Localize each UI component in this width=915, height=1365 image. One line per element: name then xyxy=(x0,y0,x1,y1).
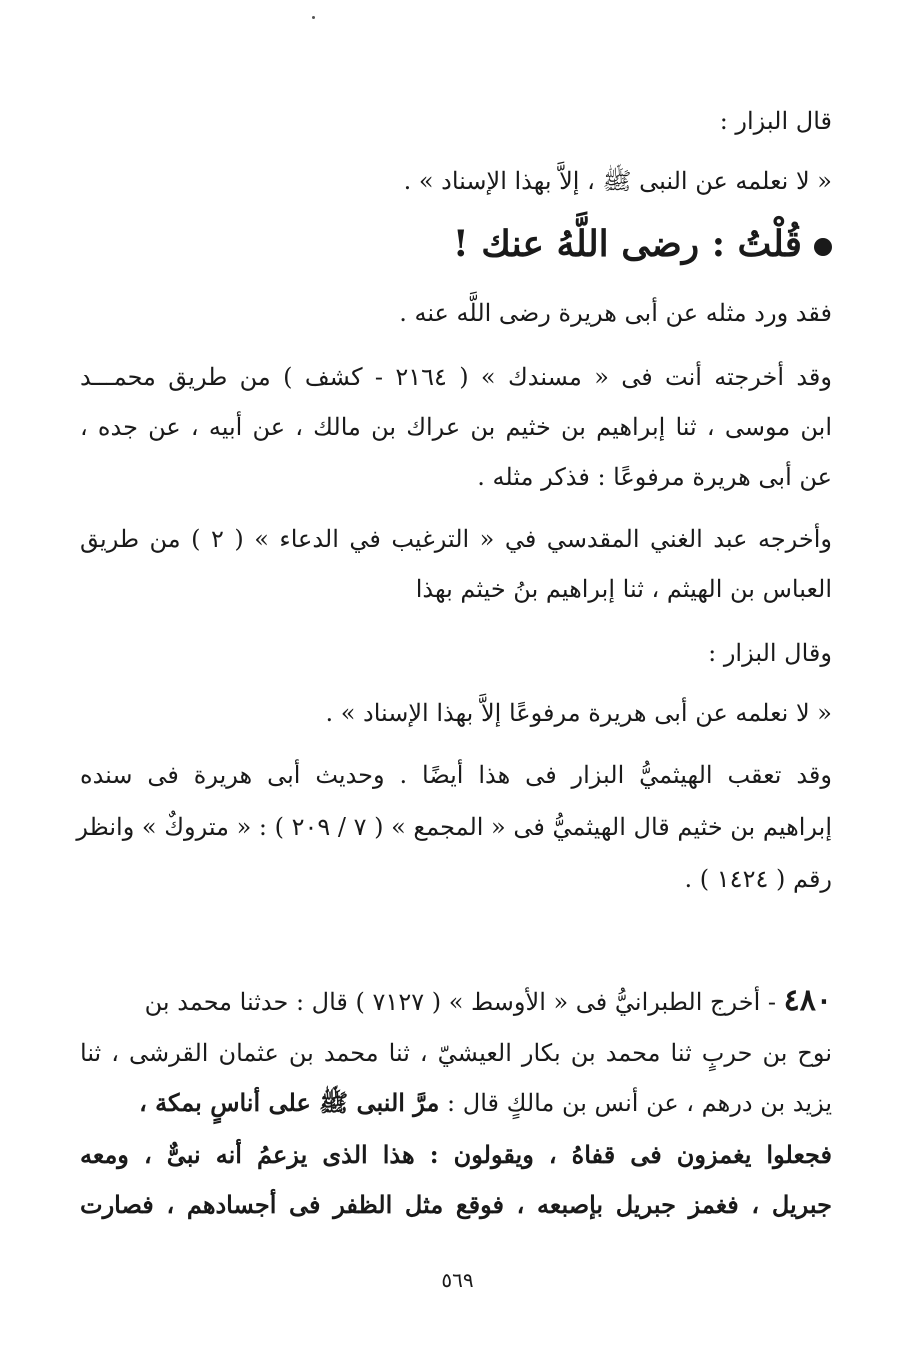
paragraph-3-line-2: العباس بن الهيثم ، ثنا إبراهيم بنُ خيثم بهذا xyxy=(415,575,832,603)
hadith-480-line-3 xyxy=(80,1086,832,1120)
hadith-480-line-1-text: - أخرج الطبرانيُّ فى « الأوسط » ( ٧١٢٧ ) قال : حدثنا محمد بن xyxy=(144,988,784,1016)
bazzar-label-2: وقال البزار : xyxy=(708,639,832,667)
paragraph-5-line-1: وقد تعقب الهيثميُّ البزار فى هذا أيضًا . وحديث أبى هريرة فى سنده xyxy=(80,761,832,789)
bazzar-quote-2: « لا نعلمه عن أبى هريرة مرفوعًا إلاَّ بهذا الإسناد » . xyxy=(325,699,832,727)
book-page xyxy=(76,0,832,1365)
hadith-number: ٤٨٠ xyxy=(783,983,832,1018)
hadith-480-line-3-bold: مرَّ النبى ﷺ على أناسٍ بمكة ، xyxy=(139,1088,440,1117)
hadith-480-line-3-plain: يزيد بن درهم ، عن أنس بن مالكٍ قال : xyxy=(439,1089,832,1117)
paragraph-5-line-3: رقم ( ١٤٢٤ ) . xyxy=(684,865,832,893)
hadith-480-line-5: جبريل ، فغمز جبريل بإصبعه ، فوقع مثل الظفر فى أجسادهم ، فصارت xyxy=(80,1190,832,1219)
paragraph-2-line-2: ابن موسى ، ثنا إبراهيم بن خثيم بن عراك بن مالك ، عن أبيه ، عن جده ، xyxy=(80,413,832,441)
paragraph-5-line-2: إبراهيم بن خثيم قال الهيثميُّ فى « المجمع » ( ٧ / ٢٠٩ ) : « متروكٌ » وانظر xyxy=(76,813,832,841)
paragraph-1: فقد ورد مثله عن أبى هريرة رضى اللَّه عنه . xyxy=(399,299,832,327)
bazzar-quote-1: « لا نعلمه عن النبى ﷺ ، إلاَّ بهذا الإسناد » . xyxy=(403,167,832,195)
paragraph-2-line-3: عن أبى هريرة مرفوعًا : فذكر مثله . xyxy=(477,463,832,491)
hadith-480-line-4: فجعلوا يغمزون فى قفاهُ ، ويقولون : هذا الذى يزعمُ أنه نبىٌّ ، ومعه xyxy=(80,1140,832,1169)
heading-text: قُلْتُ : رضى اللَّهُ عنك ! xyxy=(452,223,802,265)
bazzar-label-1: قال البزار : xyxy=(719,107,832,135)
bullet-icon xyxy=(814,238,832,256)
hadith-480-line-1 xyxy=(80,984,832,1019)
page-number: ٥٦٩ xyxy=(441,1268,474,1292)
hadith-480-line-2: نوح بن حربٍ ثنا محمد بن بكار العيشيّ ، ثنا محمد بن عثمان القرشى ، ثنا xyxy=(80,1039,832,1067)
paragraph-3-line-1: وأخرجه عبد الغني المقدسي في « الترغيب في الدعاء » ( ٢ ) من طريق xyxy=(80,525,832,553)
section-heading xyxy=(80,222,832,266)
paragraph-2-line-1: وقد أخرجته أنت فى « مسندك » ( ٢١٦٤ - كشف ) من طريق محمـــد xyxy=(80,363,832,391)
